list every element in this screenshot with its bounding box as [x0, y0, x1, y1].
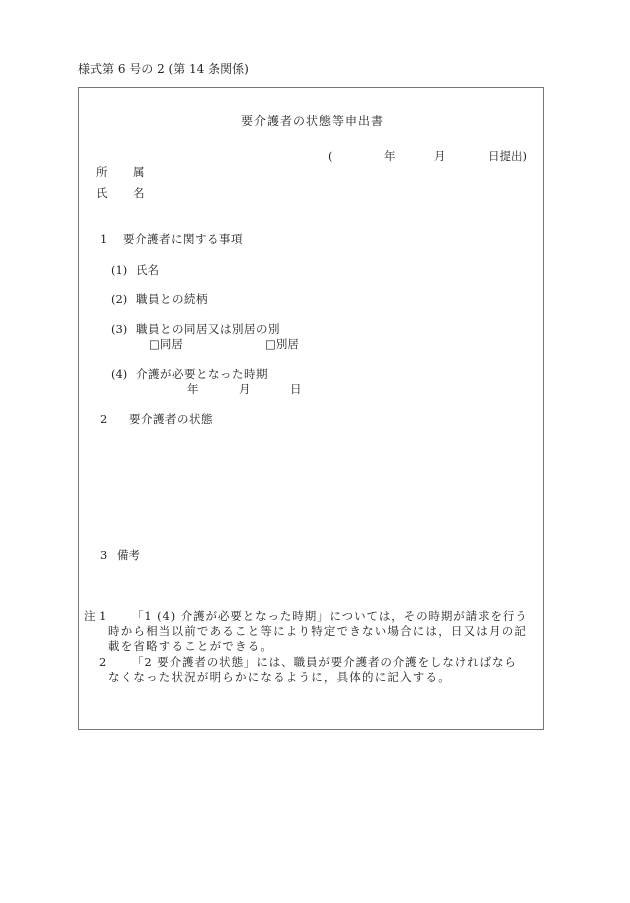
item-4-day-label: 日	[290, 382, 302, 396]
note-1-line-2: 時から相当以前であること等により特定できない場合には，日又は月の記	[108, 624, 528, 638]
section-3-number: 3	[100, 548, 108, 562]
name-label-1: 氏	[96, 186, 108, 200]
item-4-year-label: 年	[187, 382, 199, 396]
note-2-number: 2	[99, 655, 107, 669]
section-2-title: 要介護者の状態	[129, 412, 213, 426]
form-title: 要介護者の状態等申出書	[241, 114, 385, 128]
affiliation-label-2: 属	[133, 165, 145, 179]
note-1-line-1: 「1 (4) 介護が必要となった時期」については，その時期が請求を行う	[132, 609, 528, 623]
item-1-number: (1)	[111, 263, 128, 277]
date-open-paren: (	[328, 149, 333, 163]
section-2-number: 2	[100, 412, 108, 426]
date-day-submitted-label: 日提出)	[488, 149, 527, 163]
item-1-label: 氏名	[136, 263, 159, 277]
item-4-label: 介護が必要となった時期	[136, 367, 268, 381]
section-1-number: 1	[100, 232, 108, 246]
item-2-number: (2)	[111, 292, 128, 306]
name-label-2: 名	[133, 186, 145, 200]
item-3-label: 職員との同居又は別居の別	[136, 322, 280, 336]
item-4-number: (4)	[111, 367, 128, 381]
item-2-label: 職員との続柄	[136, 292, 208, 306]
section-1-title: 要介護者に関する事項	[123, 232, 243, 246]
form-number: 様式第 6 号の 2 (第 14 条関係)	[78, 62, 249, 76]
note-2-line-2: なくなった状況が明らかになるように，具体的に記入する。	[108, 670, 451, 684]
affiliation-label-1: 所	[96, 165, 108, 179]
item-4-month-label: 月	[239, 382, 251, 396]
item-3-number: (3)	[111, 322, 128, 336]
section-3-title: 備考	[117, 548, 140, 562]
option-separate-checkbox[interactable]: □別居	[265, 337, 299, 351]
date-month-label: 月	[434, 149, 446, 163]
note-2-line-1: 「2 要介護者の状態」には、職員が要介護者の介護をしなければなら	[132, 655, 517, 669]
date-year-label: 年	[384, 149, 396, 163]
note-prefix: 注 1	[84, 609, 107, 623]
option-cohabiting-checkbox[interactable]: □同居	[149, 337, 183, 351]
note-1-line-3: 載を省略することができる。	[108, 639, 274, 653]
